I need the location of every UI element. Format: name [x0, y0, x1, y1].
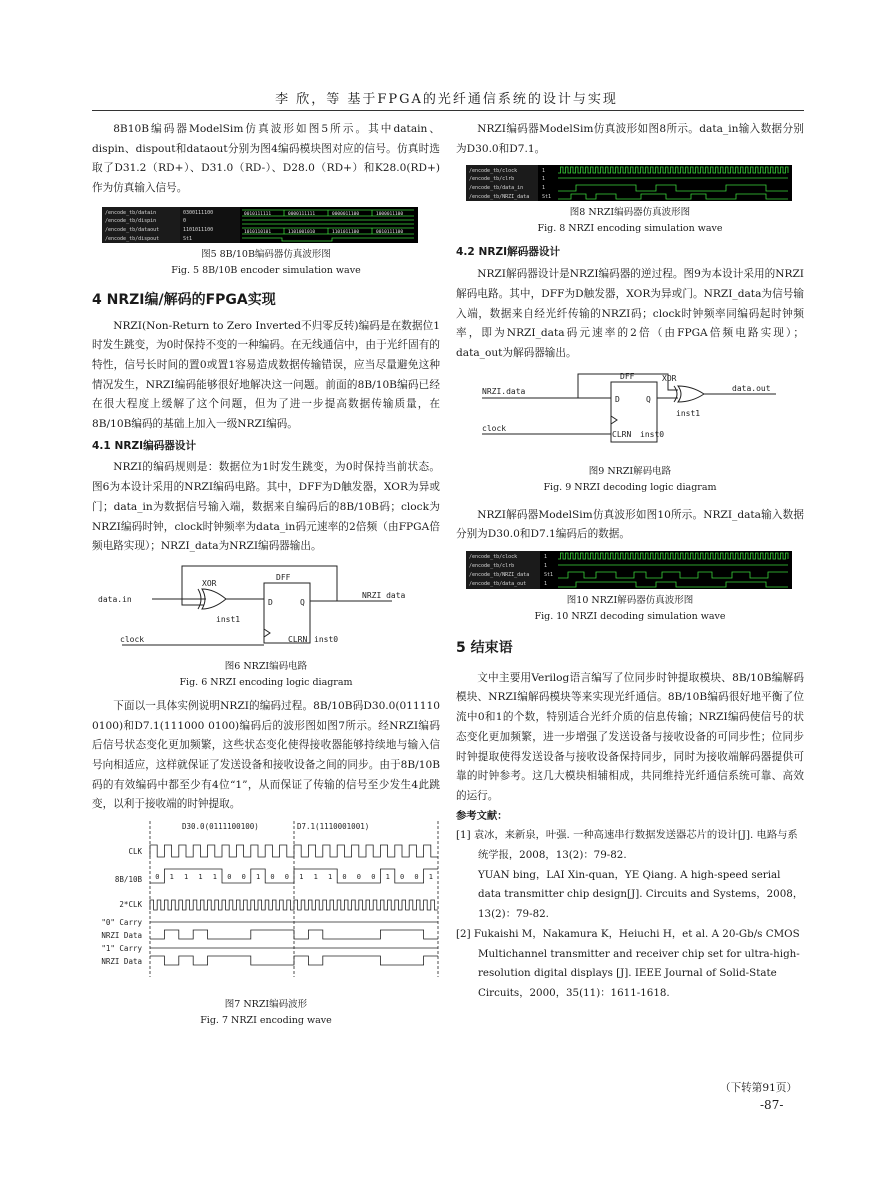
bit-label: 1: [198, 873, 203, 882]
figure-caption-cn: 图8 NRZI编码器仿真波形图: [569, 207, 691, 219]
circuit-label: D: [615, 394, 620, 404]
bit-label: 1: [212, 873, 218, 882]
waveform-panel: [466, 551, 792, 589]
continued-note: （下转第91页）: [720, 1082, 798, 1094]
waveform-panel: [102, 207, 418, 243]
running-header: 李 欣，等 基于FPGA的光纤通信系统的设计与实现: [275, 92, 618, 107]
bit-label: 1: [428, 873, 434, 882]
signal-value: 1: [544, 554, 548, 561]
row-label: "0" Carry: [101, 918, 142, 928]
signal-name: /encode_tb/dataout: [105, 226, 160, 233]
wave-label: 0010111100: [376, 229, 404, 235]
signal-value: St1: [183, 235, 193, 242]
circuit-label: DFF: [620, 371, 635, 381]
bit-label: 0: [400, 873, 405, 882]
circuit-label: clock: [120, 634, 145, 644]
waveform-graphic: [102, 207, 418, 243]
circuit-label: clock: [482, 423, 507, 433]
paragraph: NRZI解码器设计是NRZI编码器的逆过程。图9为本设计采用的NRZI解码电路。其中，DFF为D触发器，XOR为异或门。NRZI_data为信号输入端，数据来自经光纤传输的NRZI码；clock时钟频率同编码起时钟频率，即为NRZI_data码元速率的2倍（由FPGA倍频电路实现）；data_out为解码器输出。: [456, 268, 804, 359]
signal-value: 1: [542, 168, 546, 175]
paragraph: NRZI解码器ModelSim仿真波形如图10所示。NRZI_data输入数据分别为D30.0和D7.1编码后的数据。: [456, 508, 804, 541]
paragraph: NRZI编码器ModelSim仿真波形如图8所示。data_in输入数据分别为D30.0和D7.1。: [456, 123, 804, 155]
bit-label: 0: [155, 873, 160, 882]
signal-value: 1: [544, 563, 548, 570]
wave-label: 1010110101: [244, 229, 272, 235]
signal-value: 1: [544, 581, 548, 588]
bit-label: 0: [270, 873, 275, 882]
row-label: CLK: [128, 847, 142, 857]
signal-name: /encode_tb/clrb: [469, 176, 515, 183]
circuit-label: NRZI.data: [482, 386, 526, 396]
circuit-diagram: [92, 561, 440, 659]
bit-label: 0: [356, 873, 362, 882]
bit-label: 0: [371, 873, 376, 882]
signal-name: /encode_tb/dispout: [105, 235, 160, 242]
figure-5: [92, 207, 440, 279]
bit-label: 0: [284, 873, 290, 882]
wave-label: 1101001010: [288, 229, 316, 235]
paragraph: NRZI(Non-Return to Zero Inverted不归零反转)编码是在数据位1时发生跳变，为0时保持不变的一种编码。在无线通信中，由于光纤固有的特性，信号长时间的置0或置1容易造成数据传输错误，应当尽量避免这种情况发生，NRZI编码能够很好地解决这一问题。前面的8B/10B编码已经在很大程度上缓解了这个问题，但为了进一步提高数据传输质量，在8B/10B编码的基础上加入一级NRZI编码。: [92, 319, 440, 431]
bit-label: 1: [169, 873, 174, 882]
wave-label: 0000011100: [332, 211, 360, 217]
code-label: D7.1(1110001001): [297, 822, 370, 832]
bit-label: 1: [328, 873, 333, 882]
figure-7: [92, 817, 440, 1029]
figure-caption-cn: 图6 NRZI编码电路: [224, 660, 308, 672]
figure-caption-cn: 图10 NRZI解码器仿真波形图: [566, 595, 694, 607]
signal-name: /encode_tb/dispin: [105, 217, 157, 224]
circuit-label: XOR: [662, 373, 677, 383]
bit-label: 0: [342, 873, 347, 882]
bit-label: 1: [385, 873, 390, 882]
signal-value: 1101011100: [183, 226, 214, 233]
wave-label: 0010111111: [244, 211, 272, 217]
signal-value: St1: [542, 194, 552, 201]
section-heading: 5 结束语: [456, 640, 513, 657]
row-label: NRZI Data: [101, 957, 142, 967]
signal-name: /encode_tb/datain: [105, 209, 157, 216]
bit-label: 0: [414, 873, 419, 882]
figure-caption-cn: 图9 NRZI解码电路: [588, 465, 672, 477]
wave-label: 0000111111: [288, 211, 316, 217]
bit-label: 1: [299, 873, 304, 882]
references-title: 参考文献：: [456, 809, 508, 822]
figure-caption-cn: 图7 NRZI编码波形: [224, 999, 308, 1011]
circuit-label: Q: [300, 597, 305, 607]
signal-value: 1: [542, 185, 546, 192]
reference-item: YUAN bing，LAI Xin-quan，YE Qiang. A high-speed serial data transmitter chip design[J]. Circuits and Systems，2008，13(2)：79-82.: [478, 868, 804, 921]
circuit-label: NRZI data: [362, 590, 406, 600]
bit-label: 1: [256, 873, 261, 882]
circuit-label: D: [268, 597, 273, 607]
circuit-label: inst0: [314, 634, 339, 644]
signal-name: /encode_tb/NRZI_data: [469, 194, 530, 201]
row-label: "1" Carry: [101, 944, 142, 954]
circuit-label: CLRN: [612, 429, 632, 439]
bit-label: 0: [241, 873, 246, 882]
signal-name: /encode_tb/clrb: [469, 563, 515, 570]
subsection-heading: 4.1 NRZI编码器设计: [92, 439, 197, 452]
wave-label: 1000011100: [376, 211, 404, 217]
signal-name: /encode_tb/NRZI_data: [469, 572, 530, 579]
signal-value: 1: [542, 176, 546, 183]
row-label: 2*CLK: [119, 900, 142, 910]
figure-caption-cn: 图5 8B/10B编码器仿真波形图: [201, 248, 331, 260]
circuit-label: CLRN: [288, 634, 308, 644]
circuit-label: XOR: [202, 578, 217, 588]
bit-label: 1: [184, 873, 189, 882]
figure-caption-en: Fig. 9 NRZI decoding logic diagram: [543, 481, 717, 493]
circuit-label: Q: [646, 394, 651, 404]
figure-caption-en: Fig. 5 8B/10B encoder simulation wave: [171, 264, 361, 276]
reference-item: [2] Fukaishi M，Nakamura K，Heiuchi H，et al. A 20-Gb/s CMOS Multichannel transmitter and receiver chip set for ultra-high-resolution digital displays [J]. IEEE Journal of Solid-State Circuits，2000，35(11)：1611-1618.: [456, 927, 800, 999]
paragraph: 8B10B编码器ModelSim仿真波形如图5所示。其中datain、dispin、dispout和dataout分别为图4编码模块图对应的信号。仿真时选取了D31.2（RD+）、D31.0（RD-）、D28.0（RD+）和K28.0(RD+)作为仿真输入信号。: [92, 123, 440, 195]
waveform-graphic: [466, 165, 792, 201]
circuit-label: inst0: [640, 429, 665, 439]
circuit-label: data.in: [98, 594, 132, 604]
circuit-label: DFF: [276, 572, 291, 582]
header-rule: [92, 110, 804, 111]
waveform-graphic: [466, 551, 792, 589]
figure-caption-en: Fig. 6 NRZI encoding logic diagram: [179, 676, 353, 688]
paragraph: 文中主要用Verilog语言编写了位同步时钟提取模块、8B/10B编解码模块、NRZI编解码模块等来实现光纤通信。8B/10B编码很好地平衡了位流中0和1的个数，特别适合光纤介质的信息传输；NRZI编码使信号的状态变化更加频繁，进一步增强了发送设备与接收设备的可同步性；位同步时钟提取使得发送设备与接收设备保持同步，同时为接收端解码器提供可靠的时钟参考。这几大模块相辅相成，共同维持光纤通信系统可靠、高效的运行。: [456, 671, 804, 802]
circuit-label: inst1: [676, 408, 701, 418]
signal-name: /encode_tb/clock: [469, 168, 518, 175]
code-label: D30.0(0111100100): [182, 822, 259, 832]
figure-caption-en: Fig. 8 NRZI encoding simulation wave: [537, 223, 723, 235]
circuit-label: data.out: [732, 383, 771, 393]
signal-value: 0300111100: [183, 209, 214, 216]
signal-name: /encode_tb/clock: [469, 554, 518, 561]
paragraph: 下面以一具体实例说明NRZI的编码过程。8B/10B码D30.0(011110 0100)和D7.1(111000 0100)编码后的波形图如图7所示。经NRZI编码后信号状态变化更加频繁，这些状态变化使得接收器能够持续地与输入信号向相适应，这样就保证了发送设备和接收设备之间的同步。由于8B/10B码的有效编码中都至少有4位“1”，从而保证了传输的信号至少发生4此跳变，以利于接收端的时钟提取。: [92, 699, 440, 811]
figure-6: [92, 561, 440, 691]
signal-name: /encode_tb/data_out: [469, 581, 527, 588]
references: [456, 807, 804, 1004]
row-label: 8B/10B: [114, 875, 142, 885]
circuit-label: inst1: [216, 614, 241, 624]
row-label: NRZI Data: [101, 931, 142, 941]
right-column: [456, 120, 804, 1004]
circuit-diagram: [456, 368, 804, 464]
section-heading: 4 NRZI编/解码的FPGA实现: [92, 291, 276, 308]
bit-label: 1: [313, 873, 318, 882]
figure-8: [456, 165, 804, 237]
figure-10: [456, 551, 804, 625]
signal-value: St1: [544, 572, 554, 579]
subsection-heading: 4.2 NRZI解码器设计: [456, 246, 561, 259]
wave-label: 1101011100: [332, 229, 360, 235]
page-number: -87-: [760, 1098, 784, 1112]
figure-9: [456, 368, 804, 496]
waveform-panel: [466, 165, 792, 201]
figure-caption-en: Fig. 7 NRZI encoding wave: [200, 1015, 332, 1027]
signal-value: 0: [183, 217, 187, 224]
paragraph: NRZI的编码规则是：数据位为1时发生跳变，为0时保持当前状态。图6为本设计采用的NRZI编码电路。其中，DFF为D触发器，XOR为异或门；data_in为数据信号输入端，数据来自编码后的8B/10B码；clock为NRZI编码时钟，clock时钟频率为data_in码元速率的2倍频（由FPGA倍频电路实现）；NRZI_data为NRZI编码器输出。: [92, 461, 440, 553]
reference-item: [1] 袁冰，来新泉，叶强. 一种高速串行数据发送器芯片的设计[J]. 电路与系统学报，2008，13(2)：79-82.: [456, 829, 798, 862]
timing-diagram: [92, 817, 440, 997]
figure-caption-en: Fig. 10 NRZI decoding simulation wave: [534, 611, 726, 623]
left-column: [92, 120, 440, 1029]
signal-name: /encode_tb/data_in: [469, 185, 524, 192]
bit-label: 0: [227, 873, 232, 882]
